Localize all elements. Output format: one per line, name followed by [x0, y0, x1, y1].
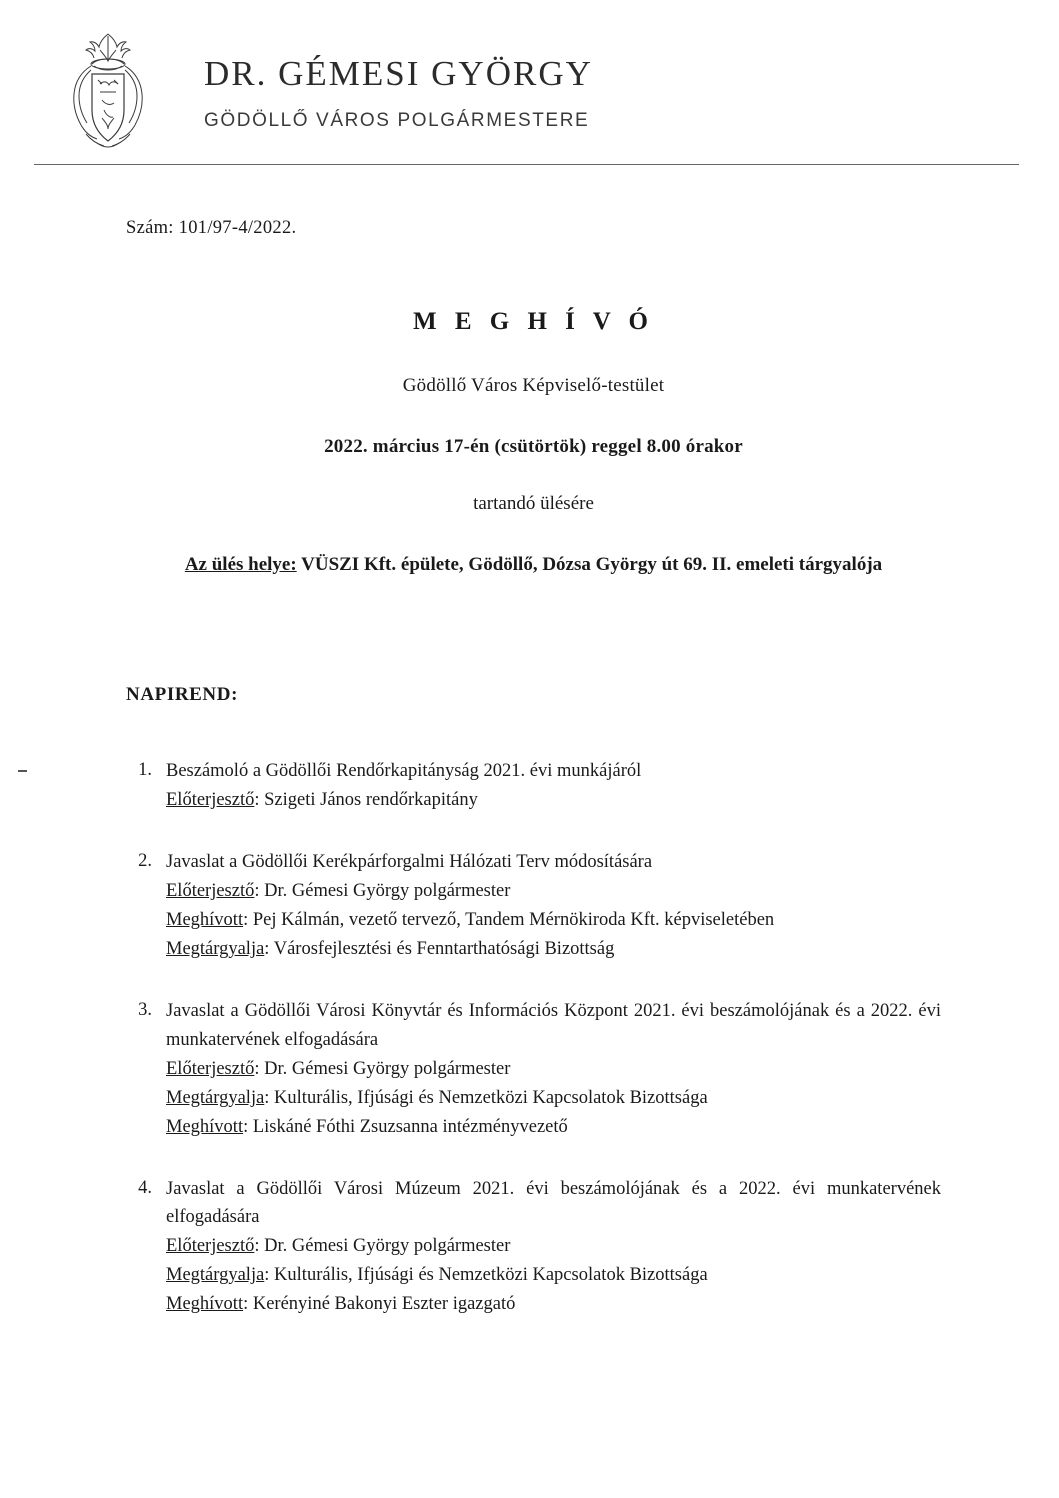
agenda-item-body: [166, 757, 941, 814]
meeting-datetime: 2022. március 17-én (csütörtök) reggel 8.00 órakor: [324, 435, 743, 457]
agenda-meta-label: Előterjesztő: [166, 1058, 255, 1079]
reference-number: Szám: 101/97-4/2022.: [126, 218, 297, 238]
letterhead: [0, 0, 1059, 150]
agenda-item: [126, 757, 941, 814]
agenda-item-meta: [166, 1232, 941, 1260]
meeting-venue: [126, 551, 941, 579]
agenda-meta-label: Meghívott: [166, 1116, 244, 1137]
agenda-item-meta: [166, 877, 941, 905]
document-content: [0, 215, 1059, 1319]
agenda-item-title: Javaslat a Gödöllői Kerékpárforgalmi Hálózati Terv módosítására: [166, 852, 653, 873]
agenda-item-number: 2.: [138, 851, 152, 872]
agenda-item-meta: [166, 1055, 941, 1083]
agenda-item-title: Beszámoló a Gödöllői Rendőrkapitányság 2021. évi munkájáról: [166, 760, 642, 781]
coat-of-arms-icon: [62, 30, 154, 150]
agenda-meta-label: Meghívott: [166, 910, 244, 931]
agenda-item-meta: [166, 906, 941, 934]
venue-label: Az ülés helye:: [184, 553, 297, 575]
agenda-meta-label: Megtárgyalja: [166, 939, 265, 960]
agenda-item-body: [166, 848, 941, 963]
agenda-meta-value: : Kerényiné Bakonyi Eszter igazgató: [243, 1294, 516, 1315]
agenda-item-meta: [166, 1290, 941, 1318]
agenda-item-meta: [166, 1084, 941, 1112]
agenda-item-number: 3.: [138, 1000, 152, 1021]
margin-mark: [18, 770, 27, 772]
agenda-item-meta: [166, 1113, 941, 1141]
body-subtitle: Gödöllő Város Képviselő-testület: [402, 375, 665, 397]
agenda-item-title: Javaslat a Gödöllői Városi Múzeum 2021. évi beszámolójának és a 2022. évi munkatervének elfogadására: [166, 1179, 941, 1228]
agenda-meta-label: Megtárgyalja: [166, 1087, 265, 1108]
agenda-item: [126, 1175, 941, 1319]
agenda-item-number: 1.: [138, 759, 152, 780]
agenda-list: [126, 757, 941, 1319]
agenda-heading: NAPIREND:: [126, 684, 239, 706]
agenda-meta-label: Előterjesztő: [166, 1236, 255, 1257]
agenda-item-body: [166, 997, 941, 1141]
agenda-item: [126, 997, 941, 1141]
agenda-item: [126, 848, 941, 963]
agenda-item-number: 4.: [138, 1178, 152, 1198]
agenda-item-title: Javaslat a Gödöllői Városi Könyvtár és Információs Központ 2021. évi beszámolójának és a 2022. évi munkatervének elfogadására: [166, 1001, 941, 1050]
agenda-meta-value: : Dr. Gémesi György polgármester: [254, 1058, 511, 1079]
agenda-meta-value: : Pej Kálmán, vezető tervező, Tandem Mérnökiroda Kft. képviseletében: [243, 910, 775, 931]
mayor-role: GÖDÖLLŐ VÁROS POLGÁRMESTERE: [204, 110, 590, 131]
agenda-meta-label: Megtárgyalja: [166, 1265, 265, 1286]
agenda-meta-value: : Városfejlesztési és Fenntarthatósági Bizottság: [264, 939, 615, 960]
venue-value: VÜSZI Kft. épülete, Gödöllő, Dózsa György út 69. II. emeleti tárgyalója: [301, 553, 883, 575]
agenda-meta-label: Előterjesztő: [166, 881, 255, 902]
agenda-meta-value: : Dr. Gémesi György polgármester: [254, 881, 511, 902]
agenda-meta-value: : Dr. Gémesi György polgármester: [254, 1236, 511, 1257]
agenda-meta-value: : Kulturális, Ifjúsági és Nemzetközi Kapcsolatok Bizottsága: [264, 1265, 708, 1286]
agenda-meta-label: Meghívott: [166, 1294, 244, 1315]
letterhead-text: [204, 48, 593, 132]
agenda-item-meta: [166, 935, 941, 963]
agenda-item-body: [166, 1175, 941, 1319]
agenda-item-meta: [166, 786, 941, 814]
agenda-item-meta: [166, 1261, 941, 1289]
header-divider: [34, 164, 1019, 167]
agenda-meta-value: : Liskáné Fóthi Zsuzsanna intézményvezető: [243, 1116, 568, 1137]
agenda-meta-value: : Kulturális, Ifjúsági és Nemzetközi Kapcsolatok Bizottsága: [264, 1087, 708, 1108]
agenda-meta-value: : Szigeti János rendőrkapitány: [254, 789, 478, 810]
agenda-meta-label: Előterjesztő: [166, 789, 255, 810]
mayor-name: DR. GÉMESI GYÖRGY: [204, 54, 593, 93]
meeting-held-for: tartandó ülésére: [473, 493, 594, 515]
page-title: M E G H Í V Ó: [413, 307, 654, 335]
